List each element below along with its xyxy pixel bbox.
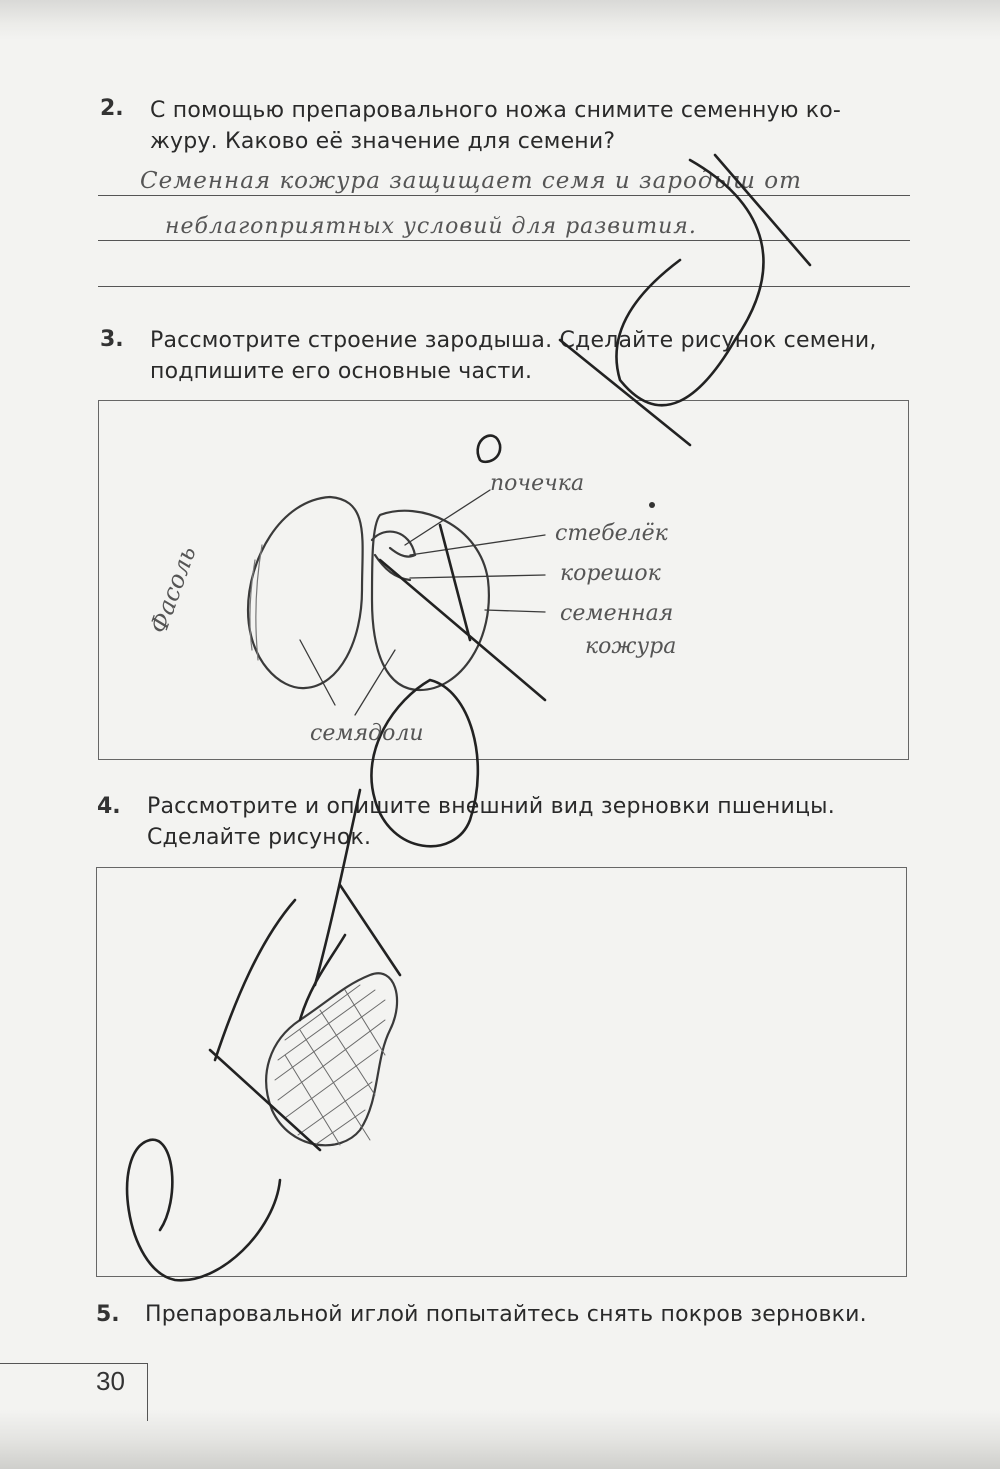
wheat-grain-hatching [275,985,385,1145]
task-4-number: 4. [97,794,121,819]
task-4-line-2: Сделайте рисунок. [147,825,372,850]
task-5-line-1: Препаровальной иглой попытайтесь снять покров зерновки. [145,1302,867,1327]
handwritten-answer-line-2: неблагоприятных условий для развития. [165,214,697,239]
seed-plumule [372,532,415,557]
label-line-cotyledon-2 [355,650,395,715]
ink-dot [649,502,655,508]
label-seed-coat-1: семенная [560,601,674,626]
handwritten-answer-line-1: Семенная кожура защищает семя и зародыш от [140,168,802,194]
label-cotyledons: семядоли [310,721,424,746]
seed-right-cotyledon [372,511,489,690]
watermark-scribble [127,155,810,1280]
task-2-number: 2. [100,96,124,121]
label-stem: стебелёк [555,521,668,546]
label-line-coat [485,610,545,612]
task-2-line-2: журу. Каково её значение для семени? [150,129,616,154]
task-5-number: 5. [96,1302,120,1327]
task-2-line-1: С помощью препаровального ножа снимите семенную ко- [150,98,842,123]
task-4-line-1: Рассмотрите и опишите внешний вид зерновки пшеницы. [147,794,835,819]
page-number: 30 [96,1366,125,1396]
label-root: корешок [560,561,661,586]
task-3-line-1: Рассмотрите строение зародыша. Сделайте рисунок семени, [150,328,877,353]
label-species: Фасоль [144,542,202,638]
seed-left-cotyledon [248,497,363,688]
label-plumule: почечка [490,471,585,496]
task-3-line-2: подпишите его основные части. [150,359,533,384]
task-3-number: 3. [100,327,124,352]
label-line-plumule [405,490,490,545]
label-line-root [410,575,545,578]
label-seed-coat-2: кожура [585,634,677,659]
label-line-cotyledon-1 [300,640,335,705]
